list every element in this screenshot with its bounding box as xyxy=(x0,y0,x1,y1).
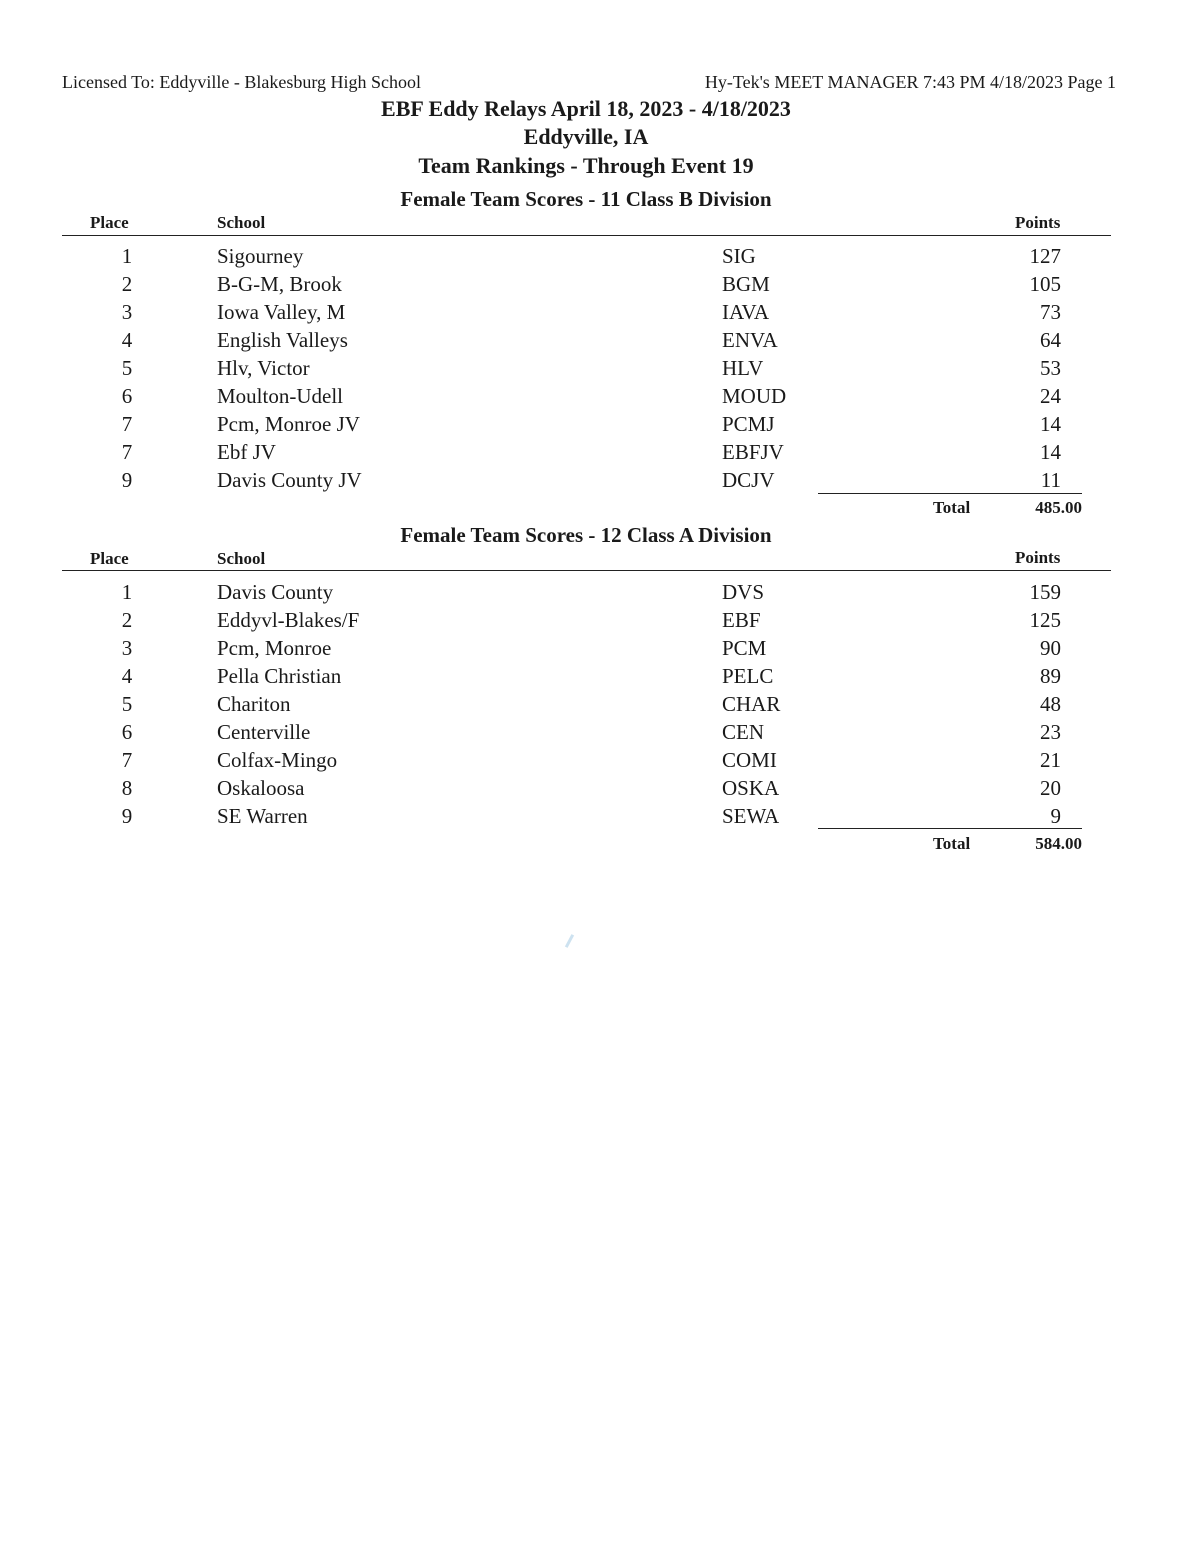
table-row xyxy=(62,411,1111,439)
meet-title: EBF Eddy Relays April 18, 2023 - 4/18/2023 xyxy=(381,96,791,121)
team-code-cell: HLV xyxy=(722,356,764,380)
team-code-cell: IAVA xyxy=(722,300,770,324)
team-code-cell: CHAR xyxy=(722,692,781,716)
school-cell: Ebf JV xyxy=(217,440,276,464)
scan-mark xyxy=(565,934,574,948)
place-cell: 7 xyxy=(121,412,133,436)
points-cell: 14 xyxy=(1040,440,1061,464)
column-header-points: Points xyxy=(1015,548,1061,567)
place-cell: 6 xyxy=(121,720,133,744)
column-header-school: School xyxy=(217,549,266,568)
points-cell: 105 xyxy=(1029,272,1061,296)
table-row xyxy=(62,383,1111,411)
points-cell: 24 xyxy=(1040,384,1061,408)
total-rule xyxy=(818,493,1082,494)
table-row xyxy=(62,327,1111,355)
column-header-place: Place xyxy=(90,213,129,232)
team-code-cell: DVS xyxy=(722,580,765,604)
points-cell: 64 xyxy=(1040,328,1061,352)
table-row xyxy=(62,635,1111,663)
school-cell: Centerville xyxy=(217,720,311,744)
team-code-cell: CEN xyxy=(722,720,764,744)
school-cell: Hlv, Victor xyxy=(217,356,310,380)
place-cell: 1 xyxy=(121,244,133,268)
points-cell: 20 xyxy=(1040,776,1061,800)
report-title: Team Rankings - Through Event 19 xyxy=(418,153,754,178)
place-cell: 1 xyxy=(121,580,133,604)
table-row xyxy=(62,299,1111,327)
points-cell: 23 xyxy=(1040,720,1061,744)
total-points: 485.00 xyxy=(1035,498,1082,517)
school-cell: Pcm, Monroe JV xyxy=(217,412,360,436)
division-title: Female Team Scores - 12 Class A Division xyxy=(400,523,772,547)
place-cell: 4 xyxy=(121,328,133,352)
points-cell: 14 xyxy=(1040,412,1061,436)
table-row xyxy=(62,439,1111,467)
points-cell: 127 xyxy=(1029,244,1061,268)
software-info-line: Hy-Tek's MEET MANAGER 7:43 PM 4/18/2023 Page 1 xyxy=(704,72,1116,92)
school-cell: Chariton xyxy=(217,692,291,716)
school-cell: Oskaloosa xyxy=(217,776,305,800)
table-row xyxy=(62,663,1111,691)
team-code-cell: BGM xyxy=(722,272,770,296)
points-cell: 48 xyxy=(1040,692,1061,716)
table-row xyxy=(62,467,1111,495)
school-cell: English Valleys xyxy=(217,328,348,352)
school-cell: Eddyvl-Blakes/F xyxy=(217,608,360,632)
points-cell: 125 xyxy=(1029,608,1061,632)
place-cell: 7 xyxy=(121,440,133,464)
school-cell: Pella Christian xyxy=(217,664,342,688)
total-label: Total xyxy=(933,834,971,853)
table-row xyxy=(62,719,1111,747)
place-cell: 5 xyxy=(121,692,133,716)
table-row xyxy=(62,803,1111,831)
header-rule xyxy=(62,235,1111,236)
school-cell: SE Warren xyxy=(217,804,308,828)
place-cell: 3 xyxy=(121,300,133,324)
team-code-cell: SEWA xyxy=(722,804,780,828)
school-cell: Moulton-Udell xyxy=(217,384,343,408)
school-cell: Davis County xyxy=(217,580,334,604)
team-code-cell: EBFJV xyxy=(722,440,784,464)
school-cell: Pcm, Monroe xyxy=(217,636,332,660)
place-cell: 7 xyxy=(121,748,133,772)
table-row xyxy=(62,355,1111,383)
header-rule xyxy=(62,570,1111,571)
points-cell: 9 xyxy=(1050,804,1061,828)
school-cell: Iowa Valley, M xyxy=(217,300,346,324)
column-header-school: School xyxy=(217,213,266,232)
place-cell: 2 xyxy=(121,272,133,296)
team-code-cell: EBF xyxy=(722,608,761,632)
team-code-cell: ENVA xyxy=(722,328,778,352)
points-cell: 89 xyxy=(1040,664,1061,688)
place-cell: 3 xyxy=(121,636,133,660)
column-header-points: Points xyxy=(1015,213,1061,232)
place-cell: 9 xyxy=(121,804,133,828)
table-row xyxy=(62,691,1111,719)
team-code-cell: PCM xyxy=(722,636,767,660)
points-cell: 53 xyxy=(1040,356,1061,380)
school-cell: Sigourney xyxy=(217,244,304,268)
points-cell: 21 xyxy=(1040,748,1061,772)
place-cell: 9 xyxy=(121,468,133,492)
team-code-cell: MOUD xyxy=(722,384,787,408)
place-cell: 8 xyxy=(121,776,133,800)
meet-location: Eddyville, IA xyxy=(523,124,649,149)
table-row xyxy=(62,243,1111,271)
table-row xyxy=(62,775,1111,803)
school-cell: Colfax-Mingo xyxy=(217,748,338,772)
total-rule xyxy=(818,828,1082,829)
column-header-place: Place xyxy=(90,549,129,568)
team-code-cell: PCMJ xyxy=(722,412,775,436)
place-cell: 6 xyxy=(121,384,133,408)
table-row xyxy=(62,271,1111,299)
table-row xyxy=(62,607,1111,635)
place-cell: 2 xyxy=(121,608,133,632)
team-code-cell: COMI xyxy=(722,748,777,772)
total-points: 584.00 xyxy=(1035,834,1082,853)
points-cell: 73 xyxy=(1040,300,1061,324)
points-cell: 90 xyxy=(1040,636,1061,660)
table-row xyxy=(62,747,1111,775)
table-row xyxy=(62,579,1111,607)
total-label: Total xyxy=(933,498,971,517)
points-cell: 11 xyxy=(1040,468,1061,492)
school-cell: B-G-M, Brook xyxy=(217,272,342,296)
place-cell: 4 xyxy=(121,664,133,688)
licensed-to-line: Licensed To: Eddyville - Blakesburg High School xyxy=(62,72,422,92)
school-cell: Davis County JV xyxy=(217,468,362,492)
team-code-cell: DCJV xyxy=(722,468,775,492)
team-code-cell: SIG xyxy=(722,244,756,268)
team-code-cell: OSKA xyxy=(722,776,780,800)
division-title: Female Team Scores - 11 Class B Division xyxy=(400,187,772,211)
points-cell: 159 xyxy=(1029,580,1061,604)
place-cell: 5 xyxy=(121,356,133,380)
team-code-cell: PELC xyxy=(722,664,774,688)
